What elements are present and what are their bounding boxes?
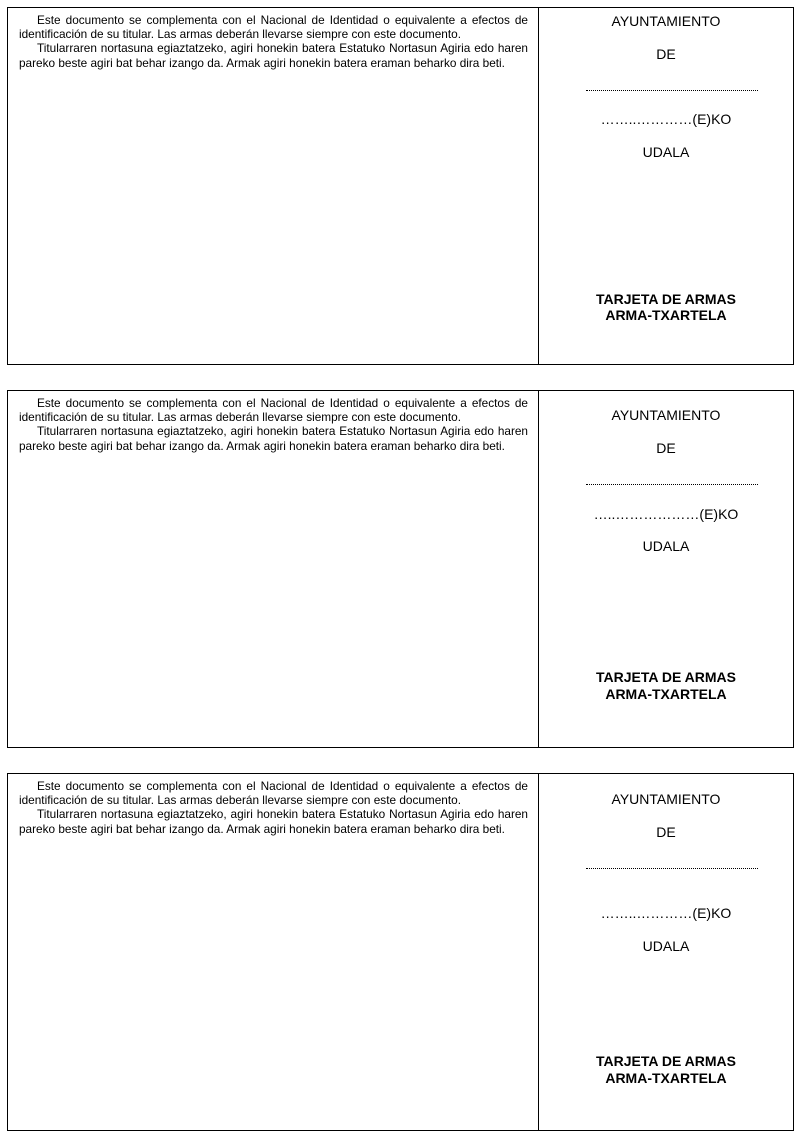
spanish-notice: Este documento se complementa con el Nacional de Identidad o equivalente a efectos de identificación de su titular. Las armas deberán llevarse siempre con este documento. [19,779,528,808]
basque-notice: Titularraren nortasuna egiaztatzeko, agiri honekin batera Estatuko Nortasun Agiria edo haren pareko beste agiri bat behar izango da. Armak agiri honekin batera eraman beharko dira beti. [19,424,528,453]
card-title-panel [539,774,793,1130]
arms-card-1 [7,7,794,365]
card-title-panel [539,8,793,364]
card-text-panel [8,391,539,747]
basque-notice: Titularraren nortasuna egiaztatzeko, agiri honekin batera Estatuko Nortasun Agiria edo haren pareko beste agiri bat behar izango da. Armak agiri honekin batera eraman beharko dira beti. [19,807,528,836]
eko-blank-label: ……..…………(E)KO [600,905,732,921]
card-title-basque: ARMA-TXARTELA [605,307,727,323]
municipality-name-blank [586,90,758,91]
card-text-panel [8,774,539,1130]
card-title-basque: ARMA-TXARTELA [605,686,727,702]
udala-label: UDALA [642,538,690,554]
arms-card-2 [7,390,794,748]
de-label: DE [656,46,676,62]
de-label: DE [656,440,676,456]
ayuntamiento-label: AYUNTAMIENTO [611,791,721,807]
card-title-spanish: TARJETA DE ARMAS [596,1053,736,1069]
card-text-panel [8,8,539,364]
card-title-spanish: TARJETA DE ARMAS [596,291,736,307]
municipality-name-blank [586,868,758,869]
municipality-name-blank [586,484,758,485]
spanish-notice: Este documento se complementa con el Nacional de Identidad o equivalente a efectos de identificación de su titular. Las armas deberán llevarse siempre con este documento. [19,396,528,425]
de-label: DE [656,824,676,840]
ayuntamiento-label: AYUNTAMIENTO [611,13,721,29]
eko-blank-label: ……..…………(E)KO [600,111,732,127]
udala-label: UDALA [642,144,690,160]
ayuntamiento-label: AYUNTAMIENTO [611,407,721,423]
udala-label: UDALA [642,938,690,954]
eko-blank-label: …..………………(E)KO [593,506,739,522]
card-title-panel [539,391,793,747]
card-title-basque: ARMA-TXARTELA [605,1070,727,1086]
card-title-spanish: TARJETA DE ARMAS [596,669,736,685]
basque-notice: Titularraren nortasuna egiaztatzeko, agiri honekin batera Estatuko Nortasun Agiria edo haren pareko beste agiri bat behar izango da. Armak agiri honekin batera eraman beharko dira beti. [19,41,528,70]
arms-card-3 [7,773,794,1131]
spanish-notice: Este documento se complementa con el Nacional de Identidad o equivalente a efectos de identificación de su titular. Las armas deberán llevarse siempre con este documento. [19,13,528,42]
